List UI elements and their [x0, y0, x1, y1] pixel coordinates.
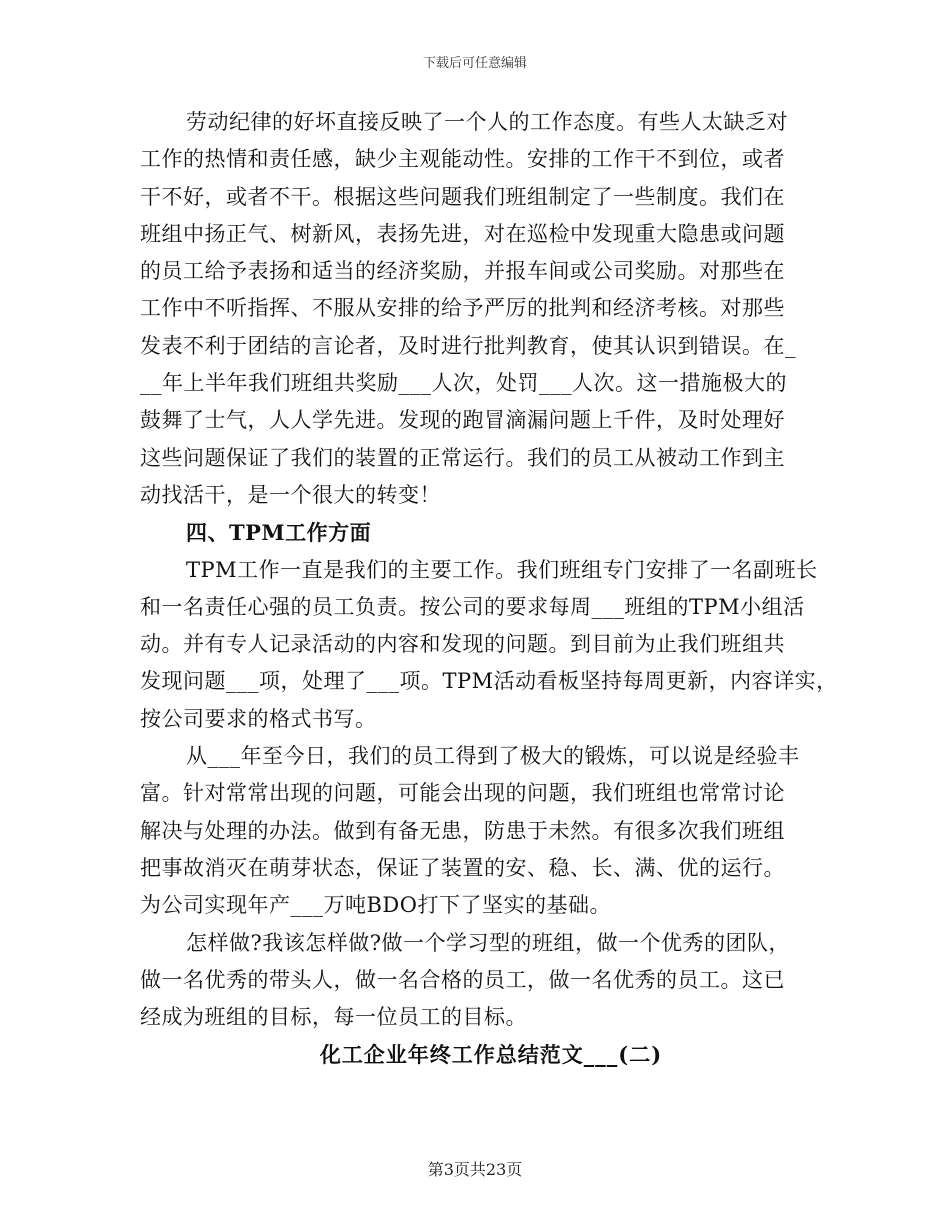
text-line: 工作的热情和责任感，缺少主观能动性。安排的工作干不到位，或者: [140, 147, 785, 172]
text-line: 劳动纪律的好坏直接反映了一个人的工作态度。有些人太缺乏对: [186, 110, 788, 134]
text-line: 鼓舞了士气，人人学先进。发现的跑冒滴漏问题上千件，及时处理好: [140, 408, 785, 433]
text-line: 把事故消灭在萌芽状态，保证了装置的安、稳、长、满、优的运行。: [140, 855, 785, 880]
text-line: 解决与处理的办法。做到有备无患，防患于未然。有很多次我们班组: [140, 818, 785, 843]
page-header: 下载后可任意编辑: [422, 56, 527, 71]
document-title: 化工企业年终工作总结范文___(二): [319, 1042, 663, 1068]
document-body: [140, 104, 838, 1074]
text-line: TPM工作一直是我们的主要工作。我们班组专门安排了一名副班长: [186, 557, 818, 582]
text-line: 这些问题保证了我们的装置的正常运行。我们的员工从被动工作到主: [140, 445, 785, 470]
text-line: 动。并有专人记录活动的内容和发现的问题。到目前为止我们班组共: [140, 632, 785, 657]
text-line: 的员工给予表扬和适当的经济奖励，并报车间或公司奖励。对那些在: [140, 259, 785, 284]
text-line: 怎样做?我该怎样做?做一个学习型的班组，做一个优秀的团队，: [186, 930, 791, 955]
text-line: 经成为班组的目标，每一位员工的目标。: [140, 1005, 527, 1030]
text-line: 按公司要求的格式书写。: [140, 706, 377, 731]
text-line: 为公司实现年产___万吨BDO打下了坚实的基础。: [140, 893, 611, 918]
text-line: 动找活干，是一个很大的转变！: [140, 482, 441, 507]
text-line: 富。针对常常出现的问题，可能会出现的问题，我们班组也常常讨论: [140, 781, 785, 806]
text-line: 工作中不听指挥、不服从安排的给予严厉的批判和经济考核。对那些: [140, 296, 785, 321]
text-line: 和一名责任心强的员工负责。按公司的要求每周___班组的TPM小组活: [140, 594, 805, 619]
text-line: 发表不利于团结的言论者，及时进行批判教育，使其认识到错误。在_: [140, 333, 796, 358]
page-footer: 第3页共23页: [427, 1160, 523, 1179]
text-line: 发现问题___项，处理了___项。TPM活动看板坚持每周更新，内容详实，: [140, 669, 838, 694]
text-line: 做一名优秀的带头人，做一名合格的员工，做一名优秀的员工。这已: [140, 967, 785, 992]
text-line: __年上半年我们班组共奖励___人次，处罚___人次。这一措施极大的: [140, 371, 787, 396]
text-line: 班组中扬正气、树新风，表扬先进，对在巡检中发现重大隐患或问题: [140, 221, 785, 246]
text-line: 干不好，或者不干。根据这些问题我们班组制定了一些制度。我们在: [140, 184, 785, 209]
section-heading: 四、TPM工作方面: [186, 520, 372, 546]
text-line: 从___年至今日，我们的员工得到了极大的锻炼，可以说是经验丰: [186, 744, 800, 769]
